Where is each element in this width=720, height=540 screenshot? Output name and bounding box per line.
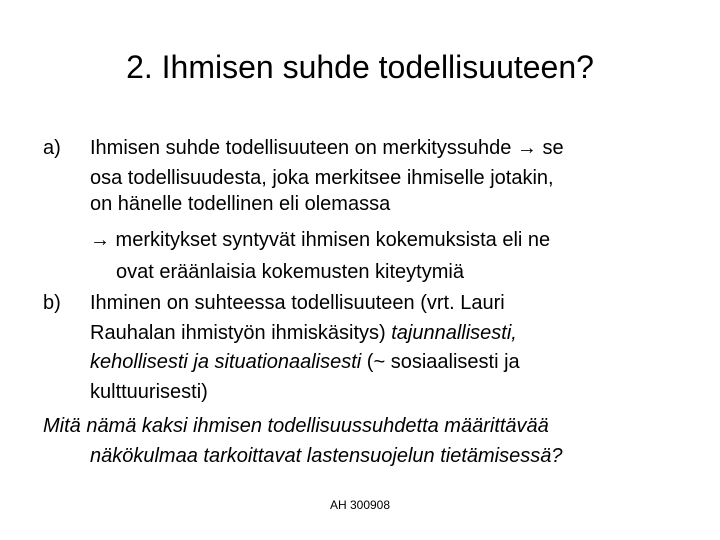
item-b-marker: b) [43, 292, 61, 314]
item-a-marker: a) [43, 137, 61, 159]
item-a-line-1: Ihmisen suhde todellisuuteen on merkityssuhde → se [90, 137, 564, 159]
item-b-line-3 [90, 350, 520, 374]
item-b-line-4: kulttuurisesti) [90, 381, 208, 403]
item-a-line-4: → merkitykset syntyvät ihmisen kokemuksista eli ne [90, 229, 551, 251]
item-b-line-2 [90, 321, 517, 345]
item-a-line-5: ovat eräänlaisia kokemusten kiteytymiä [116, 261, 464, 283]
item-b-line-1: Ihminen on suhteessa todellisuuteen (vrt. Lauri [90, 292, 505, 314]
item-a-line-3: on hänelle todellinen eli olemassa [90, 193, 391, 215]
slide-footer: AH 300908 [329, 498, 391, 512]
question-line-2 [90, 444, 562, 468]
item-a-line-2: osa todellisuudesta, joka merkitsee ihmiselle jotakin, [90, 167, 554, 189]
slide-title: 2. Ihmisen suhde todellisuuteen? [126, 49, 594, 85]
item-b-line-3-plain: (~ sosiaalisesti ja [361, 351, 520, 373]
question-line-1 [43, 414, 549, 438]
item-b-line-3-italic: kehollisesti ja situationaalisesti [90, 351, 362, 373]
question-line-1-text: Mitä nämä kaksi ihmisen todellisuussuhdetta määrittävää [43, 415, 549, 437]
item-b-line-2-plain: Rauhalan ihmistyön ihmiskäsitys) [90, 322, 392, 344]
question-line-2-text: näkökulmaa tarkoittavat lastensuojelun tietämisessä? [90, 445, 563, 467]
item-b-line-2-italic: tajunnallisesti, [391, 322, 517, 344]
